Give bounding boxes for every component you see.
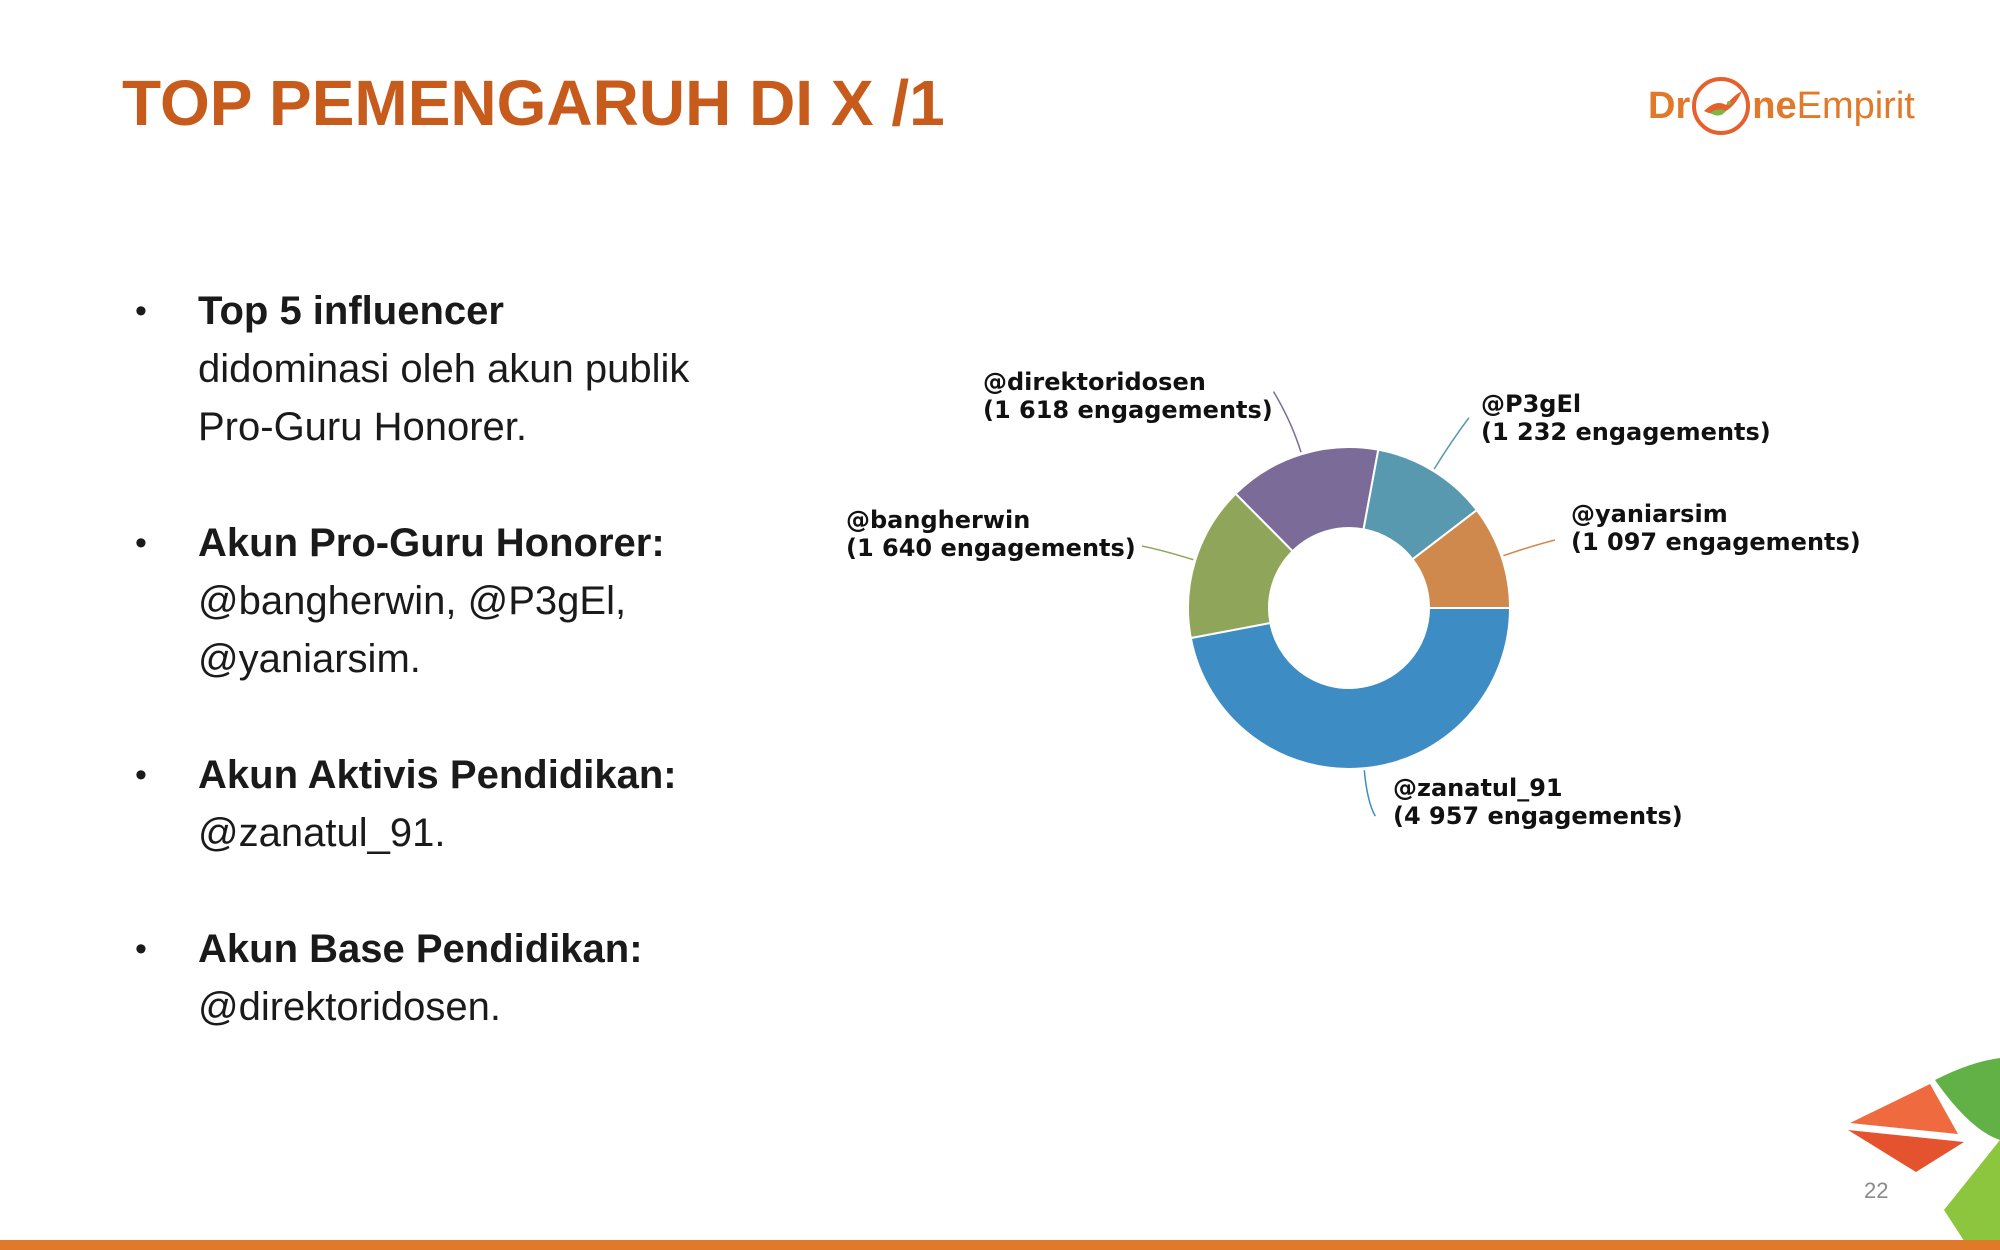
- corner-decoration: [1840, 1050, 2000, 1250]
- slice-label-name: @bangherwin: [846, 506, 1031, 534]
- leader-line: [1434, 418, 1469, 469]
- slice-label-name: @direktoridosen: [983, 368, 1206, 396]
- slice-label-value: (1 618 engagements): [983, 396, 1273, 424]
- bullet-head: Top 5 influencer: [198, 289, 504, 333]
- slice-label-value: (1 232 engagements): [1481, 418, 1771, 446]
- slice-label-name: @P3gEl: [1481, 390, 1582, 418]
- bullet-dot: •: [135, 930, 147, 968]
- slice-label-name: @zanatul_91: [1393, 774, 1563, 802]
- slice-label-value: (4 957 engagements): [1393, 802, 1683, 830]
- page-number: 22: [1864, 1178, 1889, 1203]
- slice-label-value: (1 640 engagements): [846, 534, 1136, 562]
- logo-text-1: Dr: [1648, 84, 1691, 127]
- bullet-dot: •: [135, 524, 147, 562]
- logo-text-2: ne: [1752, 84, 1797, 127]
- bullet-body: @zanatul_91.: [198, 811, 446, 855]
- leader-line: [1364, 770, 1375, 816]
- leader-line: [1142, 546, 1193, 560]
- slice-label-value: (1 097 engagements): [1571, 528, 1861, 556]
- bullet-body: @bangherwin, @P3gEl, @yaniarsim.: [198, 579, 627, 681]
- slice-label-name: @yaniarsim: [1571, 500, 1728, 528]
- slide-title: TOP PEMENGARUH DI X /1: [122, 67, 945, 139]
- leader-line: [1274, 392, 1301, 453]
- bullet-dot: •: [135, 756, 147, 794]
- bullet-body: @direktoridosen.: [198, 985, 501, 1029]
- bullet-head: Akun Base Pendidikan:: [198, 927, 643, 971]
- bullet-head: Akun Aktivis Pendidikan:: [198, 753, 677, 797]
- logo-text-3: Empirit: [1796, 84, 1915, 127]
- leader-line: [1503, 540, 1555, 556]
- bullet-dot: •: [135, 292, 147, 330]
- bullet-body: didominasi oleh akun publik Pro-Guru Honorer.: [198, 347, 690, 449]
- slice-zanatul_91: [1191, 608, 1510, 769]
- bullet-head: Akun Pro-Guru Honorer:: [198, 521, 665, 565]
- bottom-accent-bar: [0, 1240, 2000, 1250]
